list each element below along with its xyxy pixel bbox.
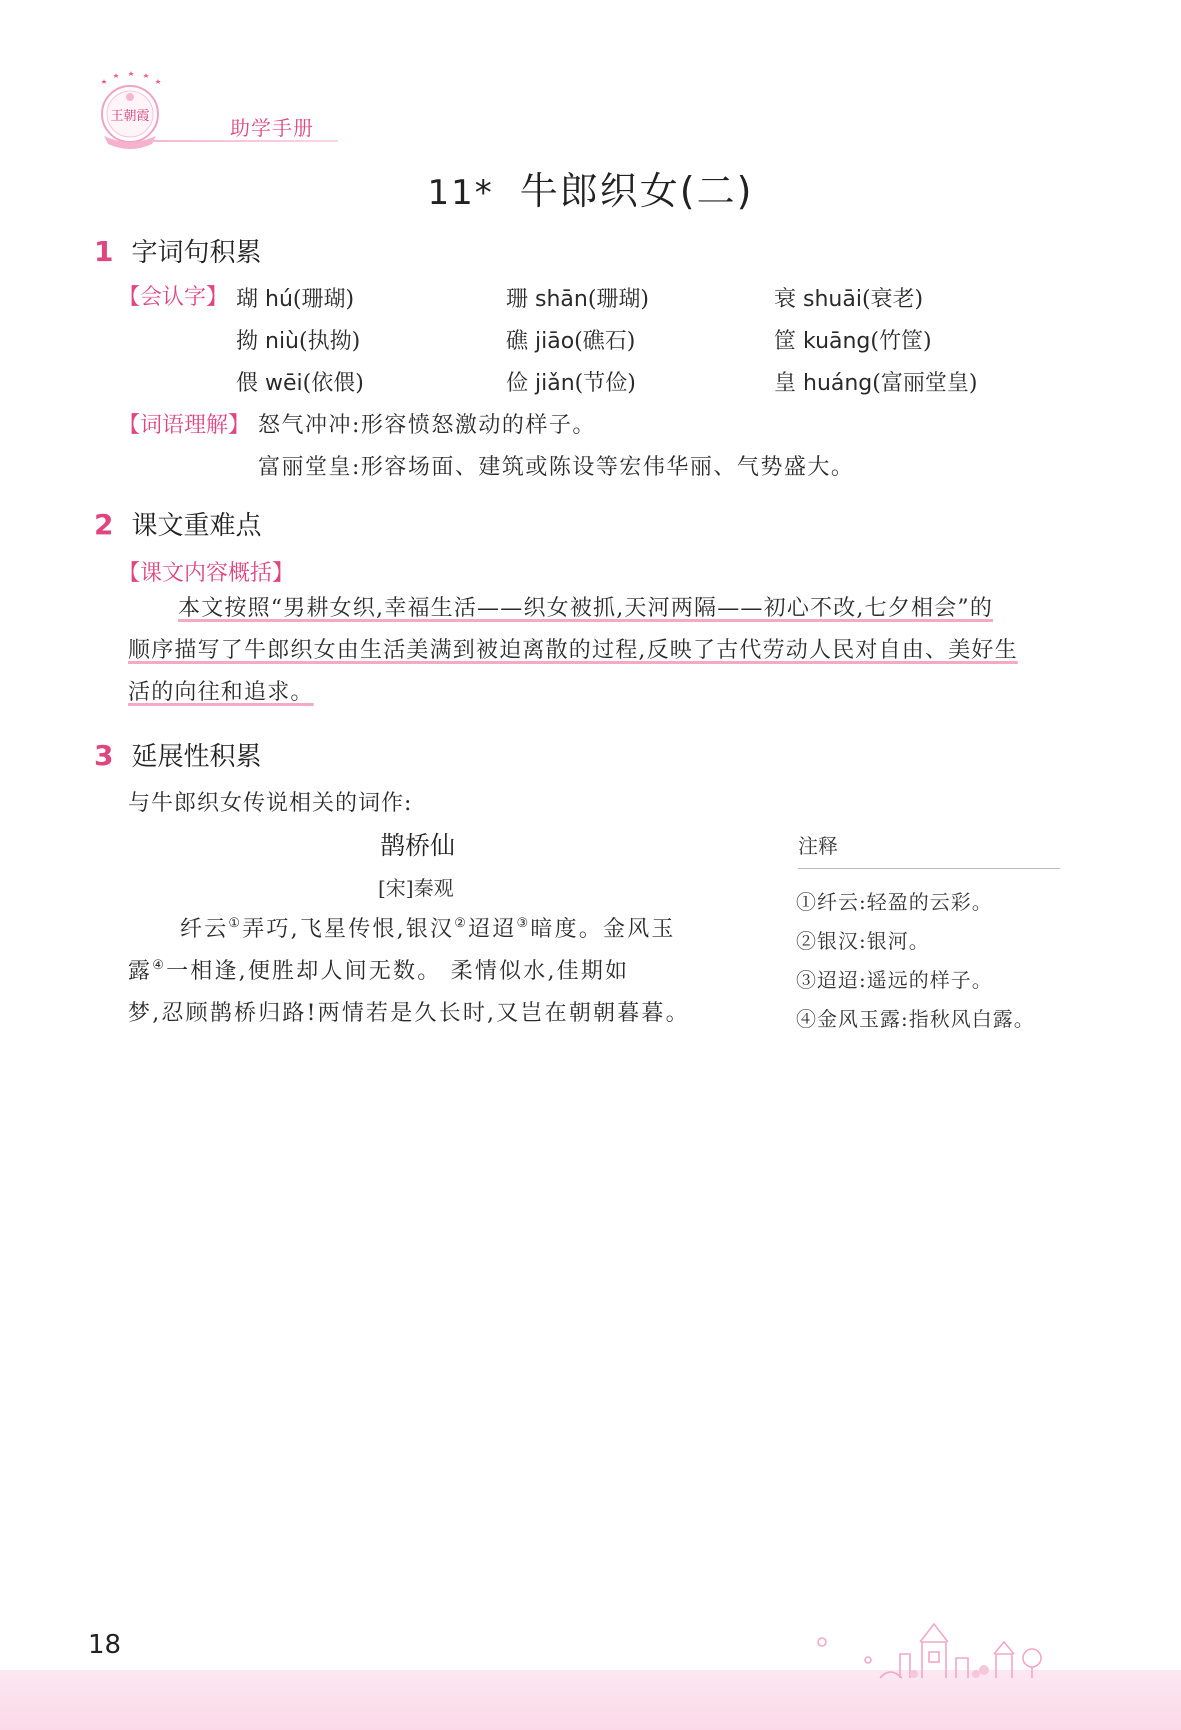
summary-line: 顺序描写了牛郎织女由生活美满到被迫离散的过程,反映了古代劳动人民对自由、美好生 xyxy=(128,638,1018,663)
char-entry xyxy=(236,282,354,313)
summary-line: 本文按照“男耕女织,幸福生活——织女被抓,天河两隔——初心不改,七夕相会”的 xyxy=(178,596,994,621)
char-example-word: (执拗) xyxy=(299,329,361,354)
words-tag: 【词语理解】 xyxy=(118,413,251,438)
note-marker: ② xyxy=(454,916,469,931)
char-example-word: (礁石) xyxy=(574,329,636,354)
char-pinyin: jiǎn xyxy=(535,371,575,396)
section-heading-2 xyxy=(94,505,262,542)
section-title: 课文重难点 xyxy=(131,511,262,541)
note-marker: ④ xyxy=(152,958,167,973)
char-pinyin: huáng xyxy=(803,371,873,396)
char-example-word: (衰老) xyxy=(861,287,924,312)
char-entry xyxy=(236,366,364,397)
word-definition: 富丽堂皇:形容场面、建筑或陈设等宏伟华丽、气势盛大。 xyxy=(258,455,855,480)
section-heading-1 xyxy=(94,232,262,269)
char-entry xyxy=(506,366,636,397)
castle-decoration-icon xyxy=(810,1618,1080,1680)
char-glyph: 筐 xyxy=(774,329,803,354)
note-marker: ① xyxy=(228,916,243,931)
note-item: ②银汉:银河。 xyxy=(796,929,930,953)
poem-line: 纤云①弄巧,飞星传恨,银汉②迢迢③暗度。金风玉 xyxy=(180,916,676,942)
char-entry xyxy=(774,366,977,397)
char-glyph: 瑚 xyxy=(236,287,265,312)
page-number: 18 xyxy=(88,1630,122,1660)
char-glyph: 衰 xyxy=(774,287,803,312)
char-entry xyxy=(236,324,360,355)
char-pinyin: niù xyxy=(265,329,299,354)
book-label: 助学手册 xyxy=(230,116,314,140)
lesson-number: 11* xyxy=(427,173,494,213)
char-entry xyxy=(774,324,932,355)
char-glyph: 礁 xyxy=(506,329,535,354)
word-definition: 怒气冲冲:形容愤怒激动的样子。 xyxy=(258,413,596,438)
poem-line: 梦,忍顾鹊桥归路!两情若是久长时,又岂在朝朝暮暮。 xyxy=(128,1001,690,1026)
char-glyph: 皇 xyxy=(774,371,803,396)
char-glyph: 珊 xyxy=(506,287,535,312)
note-item: ①纤云:轻盈的云彩。 xyxy=(796,890,993,914)
section-title: 字词句积累 xyxy=(131,238,262,268)
notes-title: 注释 xyxy=(798,834,838,858)
chars-tag: 【会认字】 xyxy=(118,285,229,310)
char-pinyin: shuāi xyxy=(803,287,862,312)
note-marker: ③ xyxy=(516,916,531,931)
poem-author: [宋]秦观 xyxy=(378,876,454,900)
char-example-word: (珊瑚) xyxy=(292,287,355,312)
char-pinyin: kuāng xyxy=(803,329,871,354)
char-example-word: (竹筐) xyxy=(870,329,932,354)
char-pinyin: wēi xyxy=(265,371,303,396)
note-item: ④金风玉露:指秋风白露。 xyxy=(796,1007,1035,1031)
note-item: ③迢迢:遥远的样子。 xyxy=(796,968,993,992)
section-number: 3 xyxy=(94,739,114,772)
char-entry xyxy=(506,282,649,313)
char-example-word: (依偎) xyxy=(302,371,364,396)
char-pinyin: shān xyxy=(535,287,588,312)
summary-tag: 【课文内容概括】 xyxy=(118,561,295,586)
summary-line: 活的向往和追求。 xyxy=(128,680,314,705)
section-number: 1 xyxy=(94,235,114,268)
char-entry xyxy=(774,282,923,313)
char-entry xyxy=(506,324,635,355)
poem-intro: 与牛郎织女传说相关的词作: xyxy=(128,791,413,816)
lesson-title-text: 牛郎织女(二) xyxy=(519,169,754,213)
notes-divider xyxy=(798,868,1060,869)
char-pinyin: jiāo xyxy=(535,329,575,354)
poem-title: 鹊桥仙 xyxy=(380,831,456,860)
char-example-word: (珊瑚) xyxy=(587,287,650,312)
char-glyph: 俭 xyxy=(506,371,535,396)
section-number: 2 xyxy=(94,508,114,541)
char-pinyin: hú xyxy=(265,287,293,312)
logo-text: 王朝霞 xyxy=(110,109,150,124)
section-title: 延展性积累 xyxy=(131,742,262,772)
char-glyph: 偎 xyxy=(236,371,265,396)
char-example-word: (节俭) xyxy=(574,371,636,396)
page-title xyxy=(0,160,1181,215)
char-example-word: (富丽堂皇) xyxy=(872,371,978,396)
char-glyph: 拗 xyxy=(236,329,265,354)
section-heading-3 xyxy=(94,736,262,773)
poem-line: 露④一相逢,便胜却人间无数。 柔情似水,佳期如 xyxy=(128,958,630,984)
